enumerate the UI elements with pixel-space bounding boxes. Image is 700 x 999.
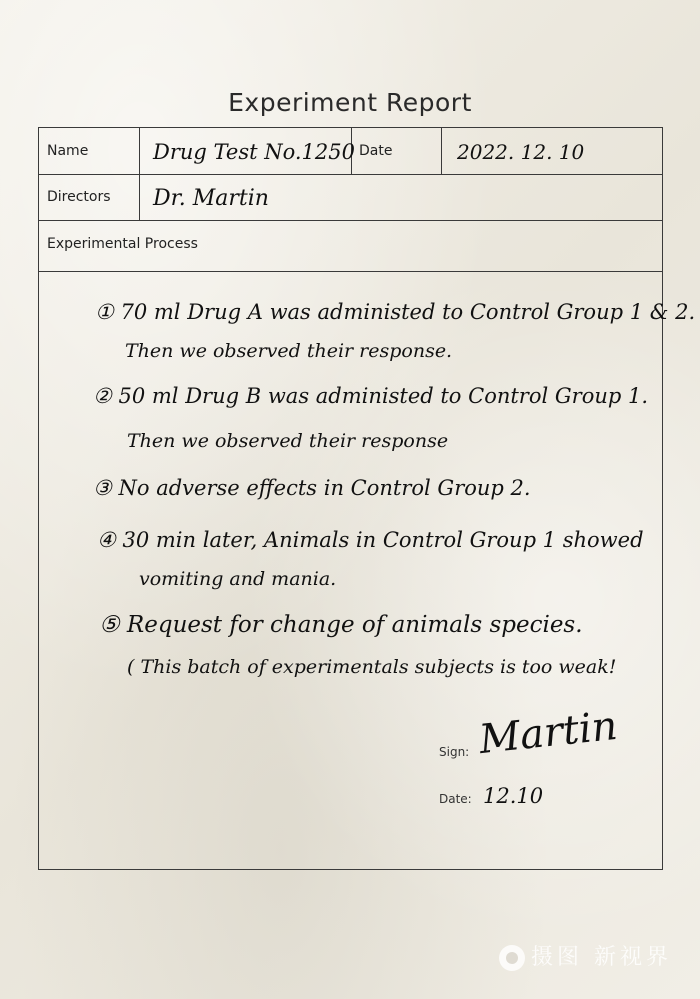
step-1-line-1: ① 70 ml Drug A was administed to Control Group 1 & 2. (95, 300, 696, 324)
signature: Martin (476, 702, 620, 764)
watermark-text: 摄图 新视界 (531, 945, 672, 970)
name-label: Name (47, 143, 89, 159)
footer-date-value: 12.10 (483, 784, 544, 808)
step-2-line-1: ② 50 ml Drug B was administed to Control Group 1. (93, 384, 649, 408)
directors-value: Dr. Martin (153, 186, 269, 211)
report-table (38, 127, 696, 870)
row-divider-3 (39, 271, 662, 272)
camera-icon (499, 945, 525, 971)
step-4-line-2: vomiting and mania. (139, 568, 337, 590)
step-3-line-1: ③ No adverse effects in Control Group 2. (93, 476, 531, 500)
process-label: Experimental Process (47, 236, 198, 252)
row-divider-2 (39, 220, 662, 221)
col-divider-label (139, 128, 140, 220)
name-value: Drug Test No.1250 (153, 140, 355, 164)
watermark (499, 940, 672, 971)
step-2-line-2: Then we observed their response (127, 430, 449, 452)
sign-label: Sign: (439, 745, 470, 759)
col-divider-date-value (441, 128, 442, 174)
row-divider-1 (39, 174, 662, 175)
step-1-line-2: Then we observed their response. (125, 340, 453, 362)
directors-label: Directors (47, 189, 111, 205)
step-4-line-1: ④ 30 min later, Animals in Control Group 1 showed (97, 528, 644, 552)
date-value: 2022. 12. 10 (457, 140, 585, 164)
step-5-line-1: ⑤ Request for change of animals species. (99, 612, 583, 638)
footer-date-label: Date: (439, 792, 472, 806)
date-label: Date (359, 143, 393, 159)
step-5-line-2: ( This batch of experimentals subjects is too weak! (127, 656, 617, 678)
page-title: Experiment Report (228, 88, 472, 117)
